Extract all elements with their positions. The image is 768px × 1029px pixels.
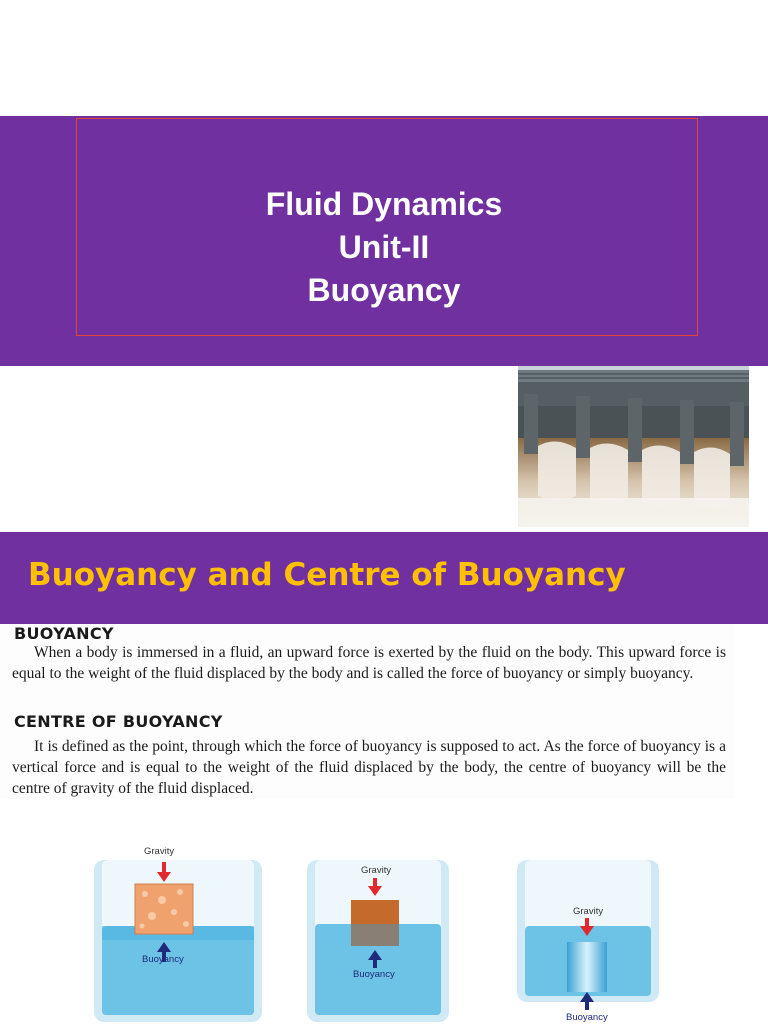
gravity-label-2: Gravity [361, 865, 392, 876]
slide-title-line-1: Fluid Dynamics [265, 186, 503, 222]
beaker-diagram-1 [90, 838, 266, 1024]
buoyancy-label-3: Buoyancy [566, 1012, 608, 1023]
gravity-label-3: Gravity [573, 906, 604, 917]
slide-title-line-3: Buoyancy [307, 272, 461, 308]
beaker-diagram-2 [305, 838, 481, 1024]
gravity-label-1: Gravity [144, 846, 175, 857]
centre-of-buoyancy-definition: It is defined as the point, through which the force of buoyancy is supposed to act. As the force of buoyancy is a vertical force and is equal to the weight of the fluid displaced by the body, the centre of buoyancy will be the centre of gravity of the fluid displaced. [12, 738, 726, 797]
buoyancy-heading: BUOYANCY [14, 624, 114, 643]
beaker-diagram-3 [515, 838, 691, 1024]
buoyancy-label-1: Buoyancy [142, 954, 184, 965]
slide-title-line-2: Unit-II [338, 229, 430, 265]
textbook-excerpt [0, 624, 735, 799]
dam-spillway-photo [518, 366, 749, 527]
buoyancy-label-2: Buoyancy [353, 969, 395, 980]
centre-of-buoyancy-heading: CENTRE OF BUOYANCY [14, 712, 223, 731]
buoyancy-definition: When a body is immersed in a fluid, an upward force is exerted by the fluid on the body. This upward force is equal to the weight of the fluid displaced by the body and is called the force of buoyancy or simply buoyancy. [12, 644, 726, 682]
slide-heading: Buoyancy and Centre of Buoyancy [28, 557, 626, 593]
